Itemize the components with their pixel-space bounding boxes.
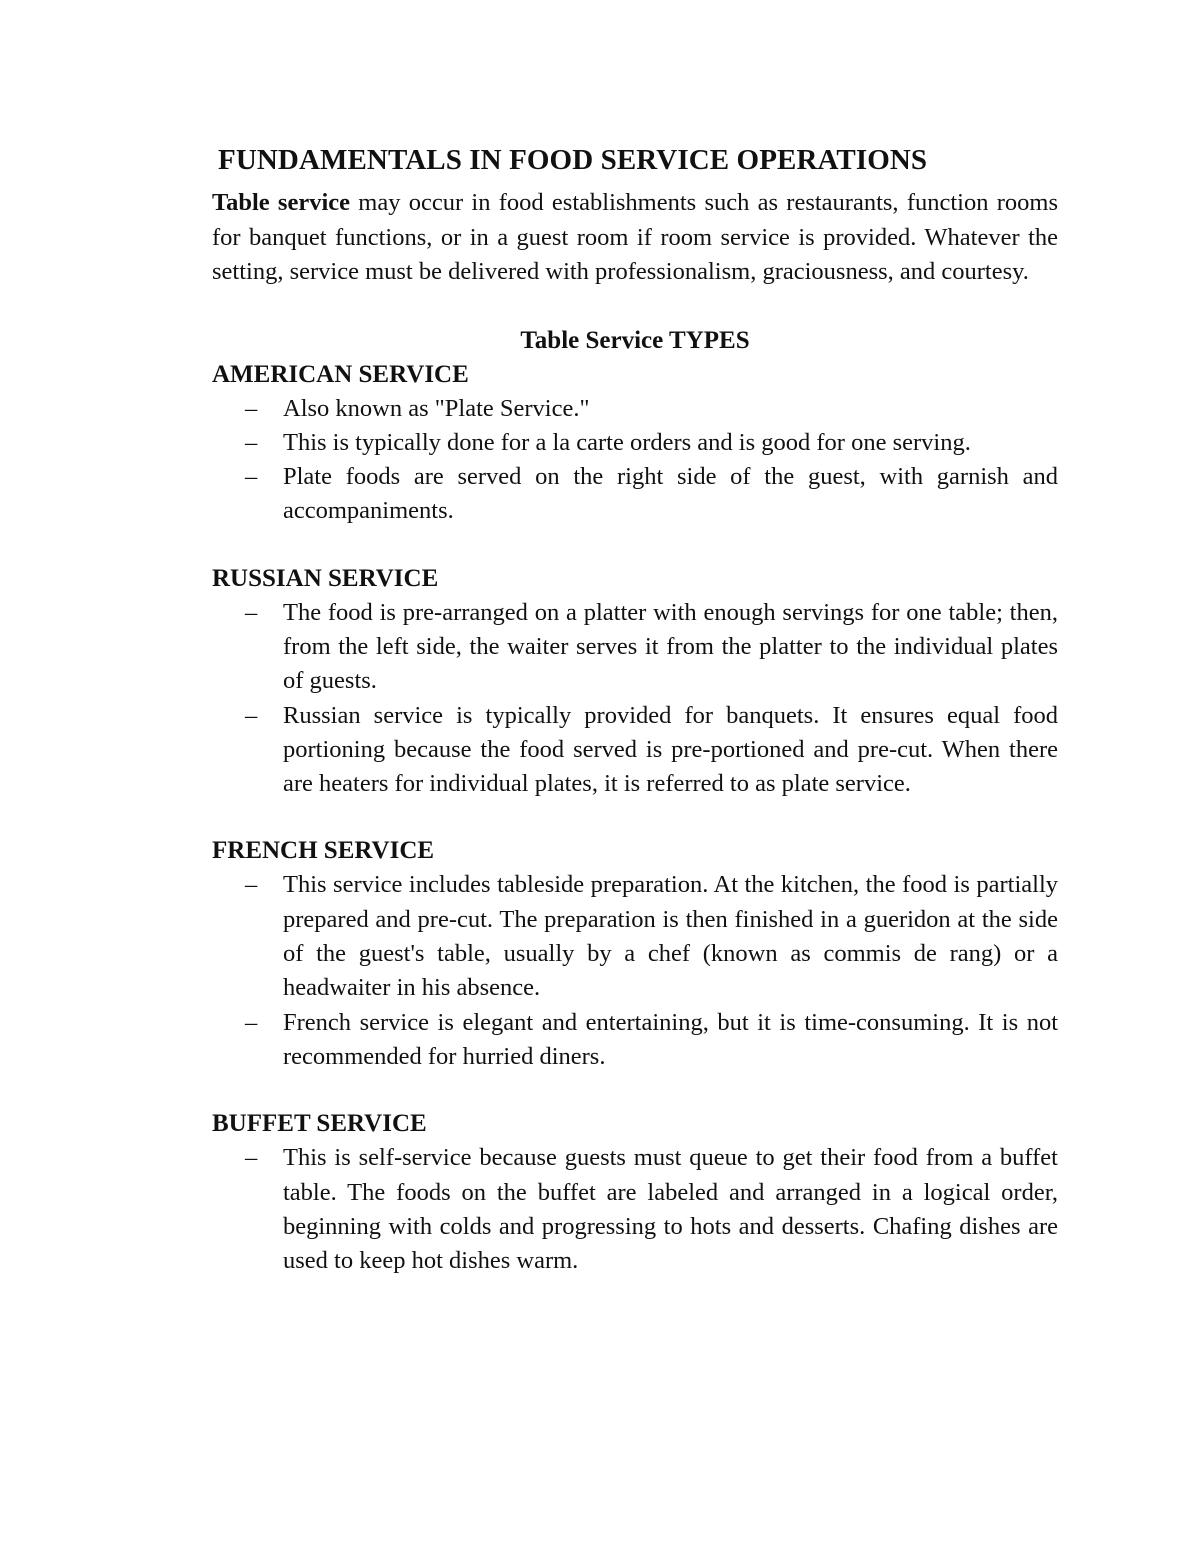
list-item-text: This is self-service because guests must queue to get their food from a buffet table. The foods on the buffet are labeled and arranged in a logical order, beginning with colds and progressing to hots and desserts. Chafing dishes are used to keep hot dishes warm. [283, 1144, 1058, 1275]
list-item [212, 868, 1058, 1005]
service-title: RUSSIAN SERVICE [212, 564, 439, 592]
dash-bullet: – [245, 598, 258, 626]
service-title: FRENCH SERVICE [212, 837, 435, 865]
list-item [212, 1141, 1058, 1278]
dash-bullet: – [245, 463, 258, 491]
service-section-russian [212, 562, 1058, 802]
dash-bullet: – [245, 1008, 258, 1036]
service-points-list [212, 868, 1058, 1074]
service-section-buffet [212, 1107, 1058, 1278]
dash-bullet: – [245, 701, 258, 729]
list-item [212, 1006, 1058, 1075]
dash-bullet: – [245, 871, 258, 899]
list-item-text: Plate foods are served on the right side of the guest, with garnish and accompaniments. [283, 463, 1058, 525]
service-section-american [212, 358, 1058, 529]
service-points-list [212, 1141, 1058, 1278]
list-item [212, 699, 1058, 802]
list-item-text: Also known as "Plate Service." [283, 394, 590, 422]
document-title: FUNDAMENTALS IN FOOD SERVICE OPERATIONS [218, 144, 928, 176]
types-heading: Table Service TYPES [520, 326, 750, 354]
service-title: AMERICAN SERVICE [212, 360, 469, 388]
list-item-text: The food is pre-arranged on a platter with enough servings for one table; then, from the left side, the waiter serves it from the platter to the individual plates of guests. [283, 598, 1058, 695]
list-item [212, 392, 1058, 426]
service-points-list [212, 392, 1058, 529]
intro-text: may occur in food establishments such as restaurants, function rooms for banquet functions, or in a guest room if room service is provided. Whatever the setting, service must be delivered with professionalism, graciousness, and courtesy. [212, 189, 1058, 285]
service-section-french [212, 834, 1058, 1074]
list-item [212, 596, 1058, 699]
list-item [212, 426, 1058, 460]
dash-bullet: – [245, 394, 258, 422]
intro-lead-term: Table service [212, 189, 351, 216]
list-item-text: Russian service is typically provided for banquets. It ensures equal food portioning because the food served is pre-portioned and pre-cut. When there are heaters for individual plates, it is referred to as plate service. [283, 701, 1058, 798]
service-title: BUFFET SERVICE [212, 1110, 427, 1138]
list-item-text: This is typically done for a la carte orders and is good for one serving. [283, 428, 971, 456]
dash-bullet: – [245, 1144, 258, 1172]
document-body [212, 140, 1058, 1278]
list-item-text: French service is elegant and entertaining, but it is time-consuming. It is not recommended for hurried diners. [283, 1008, 1058, 1070]
service-points-list [212, 596, 1058, 802]
list-item-text: This service includes tableside preparation. At the kitchen, the food is partially prepared and pre-cut. The preparation is then finished in a gueridon at the side of the guest's table, usually by a chef (known as commis de rang) or a headwaiter in his absence. [283, 871, 1058, 1002]
dash-bullet: – [245, 428, 258, 456]
intro-paragraph [212, 186, 1058, 290]
list-item [212, 460, 1058, 529]
